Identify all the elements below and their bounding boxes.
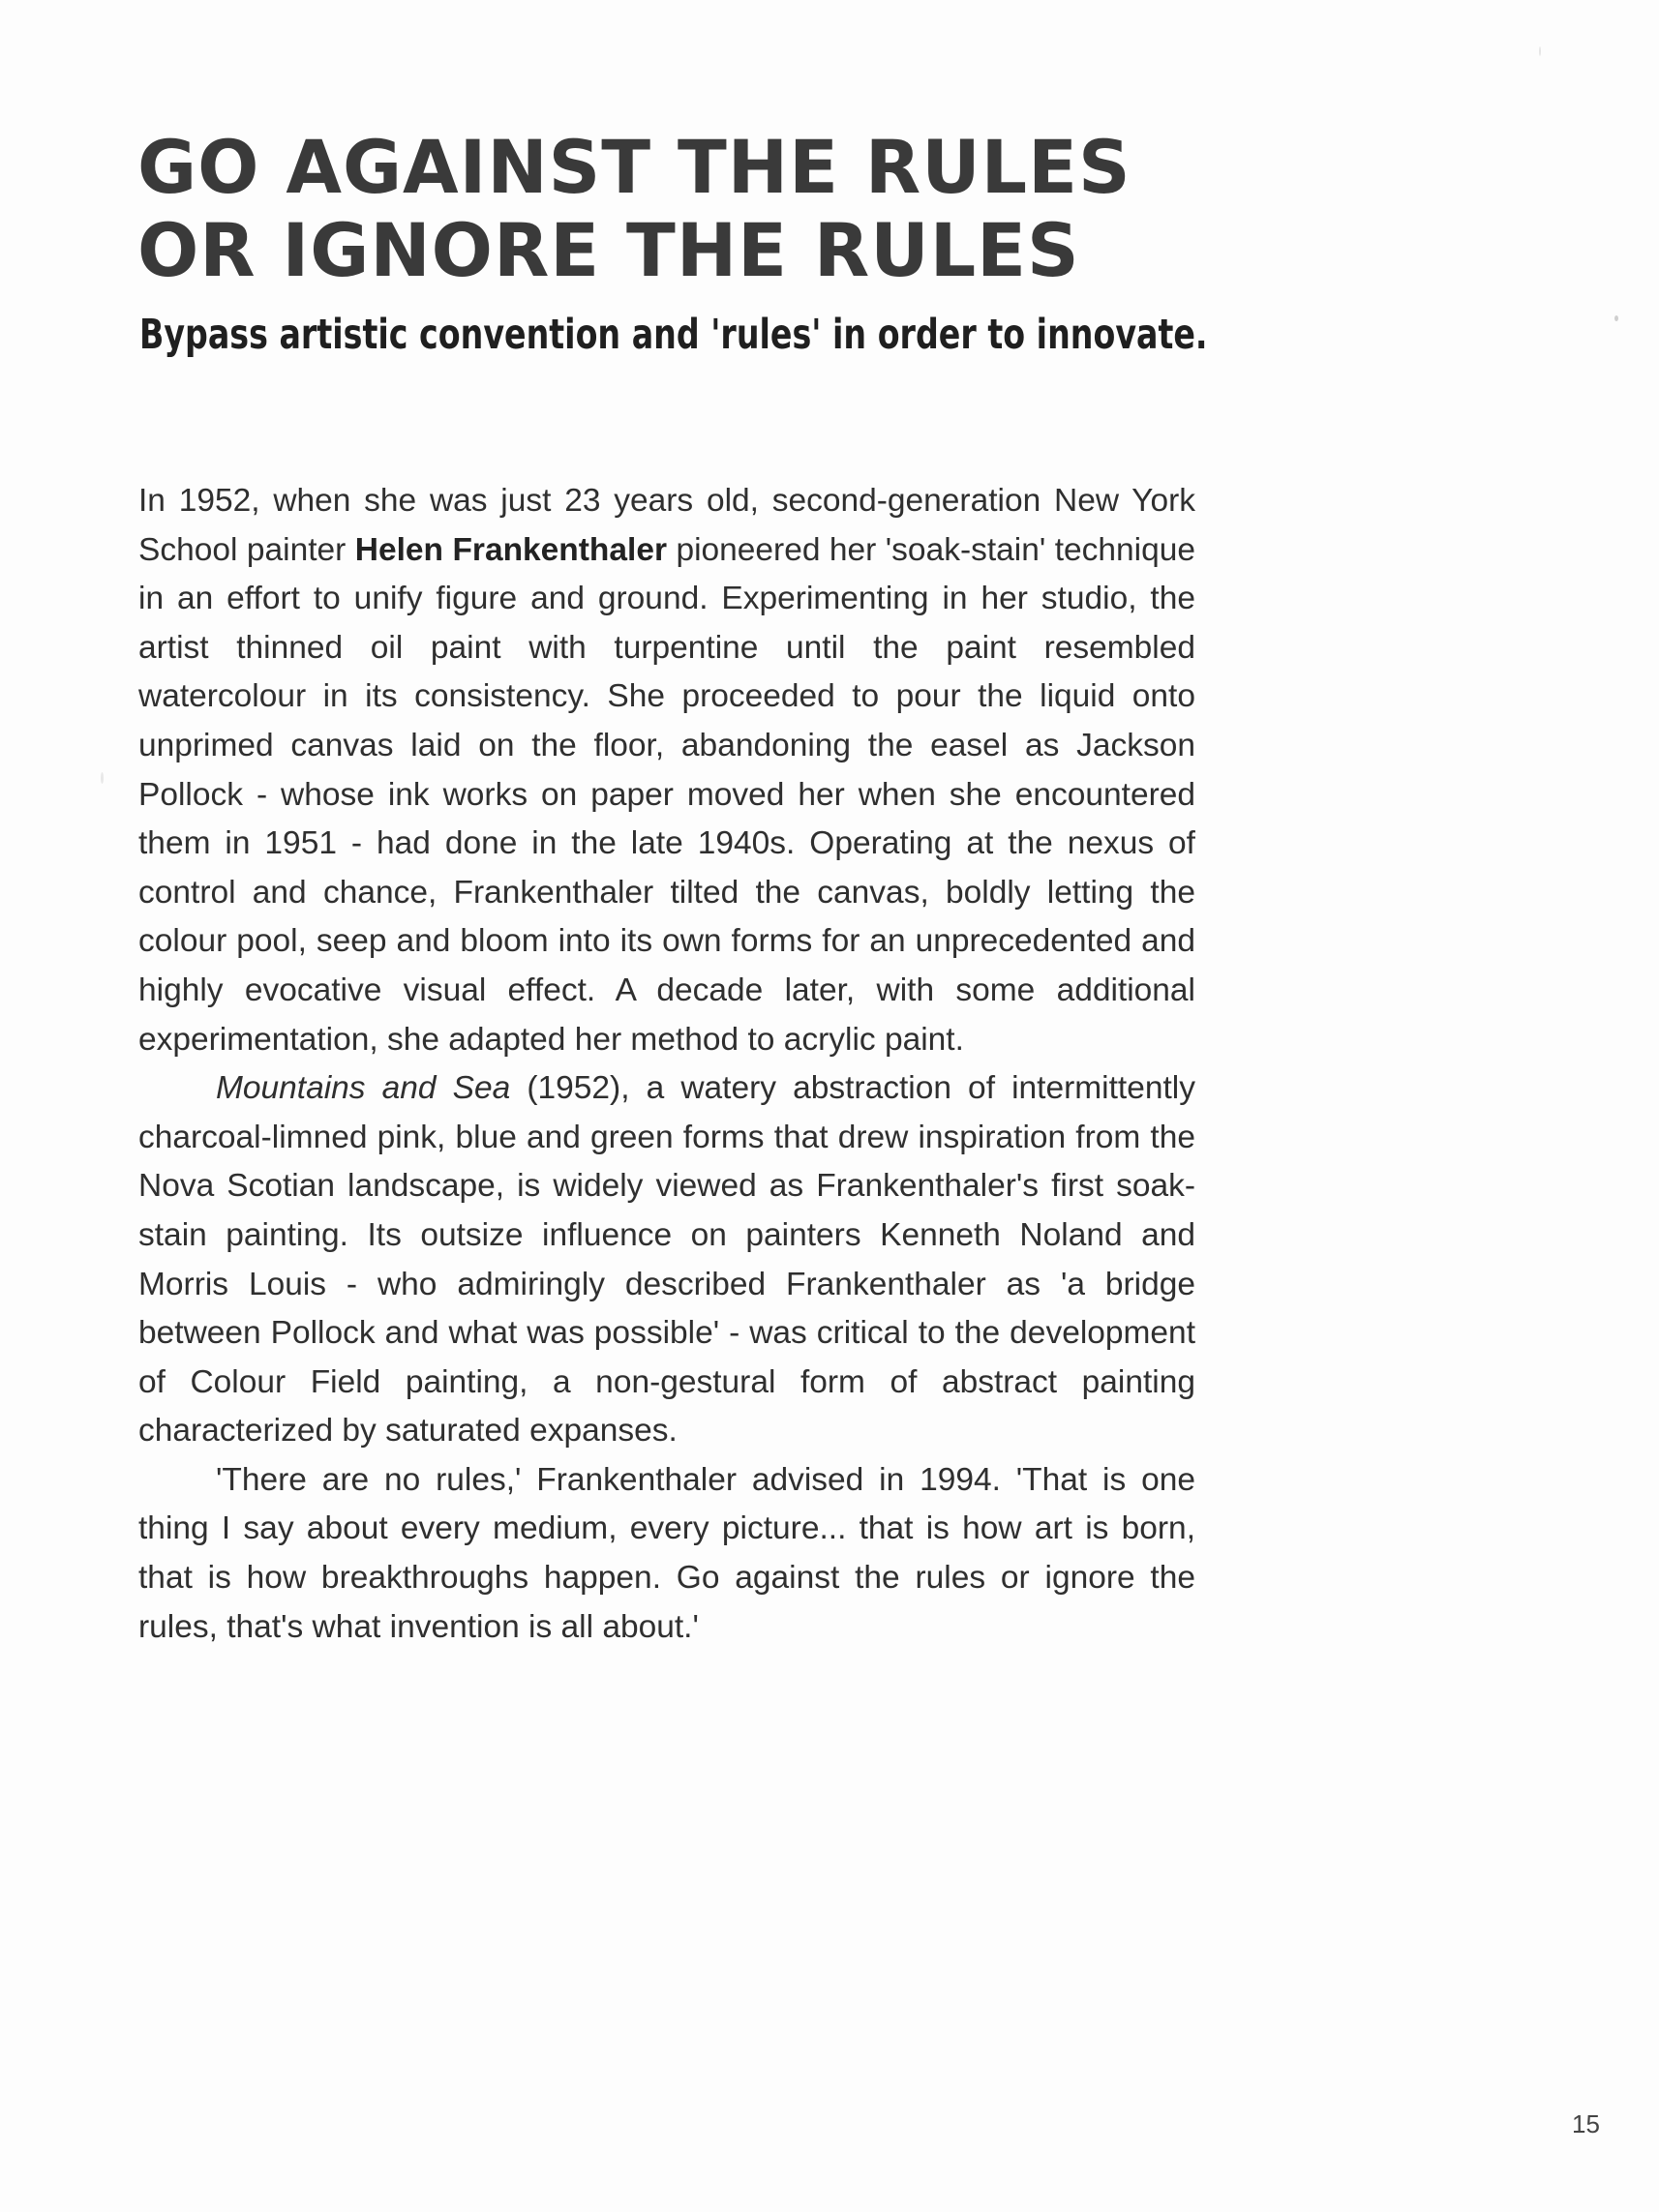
page-subtitle: Bypass artistic convention and 'rules' in order to innovate. [139,311,1208,359]
scan-speck [1614,315,1618,321]
title-line-2: OR IGNORE THE RULES [137,207,1080,293]
scan-speck [101,772,104,784]
paragraph-3: 'There are no rules,' Frankenthaler advised in 1994. 'That is one thing I say about every medium, every picture... that is how art is born, that is how breakthroughs happen. Go against the rules or ignore the rules, that's what invention is all about.' [138,1461,1195,1645]
scan-speck [1539,46,1541,56]
paragraph-2 [138,1064,1195,1456]
body-text [138,477,1195,1652]
paragraph-1 [138,477,1195,1064]
page-title [137,126,1131,292]
page-number: 15 [1572,2109,1600,2138]
artist-name: Helen Frankenthaler [354,531,667,568]
paragraph-1-rest: pioneered her 'soak-stain' technique in an effort to unify figure and ground. Experimenting in her studio, the artist thinned oil paint with turpentine until the paint resembled watercolour in its consistency. She proceeded to pour the liquid onto unprimed canvas laid on the floor, abandoning the easel as Jackson Pollock - whose ink works on paper moved her when she encountered them in 1951 - had done in the late 1940s. Operating at the nexus of control and chance, Frankenthaler tilted the canvas, boldly letting the colour pool, seep and bloom into its own forms for an unprecedented and highly evocative visual effect. A decade later, with some additional experimentation, she adapted her method to acrylic paint. [138,531,1196,1058]
title-line-1: GO AGAINST THE RULES [137,124,1131,210]
paragraph-2-rest: (1952), a watery abstraction of intermittently charcoal-limned pink, blue and green forms that drew inspiration from the Nova Scotian landscape, is widely viewed as Frankenthaler's first soak-stain painting. Its outsize influence on painters Kenneth Noland and Morris Louis - who admiringly described Frankenthaler as 'a bridge between Pollock and what was possible' - was critical to the development of Colour Field painting, a non-gestural form of abstract painting characterized by saturated expanses. [138,1070,1195,1450]
artwork-title: Mountains and Sea [216,1070,511,1107]
paragraph-1-intro: In 1952, when she was just 23 years old, second-generation New York School painter [138,483,1195,568]
